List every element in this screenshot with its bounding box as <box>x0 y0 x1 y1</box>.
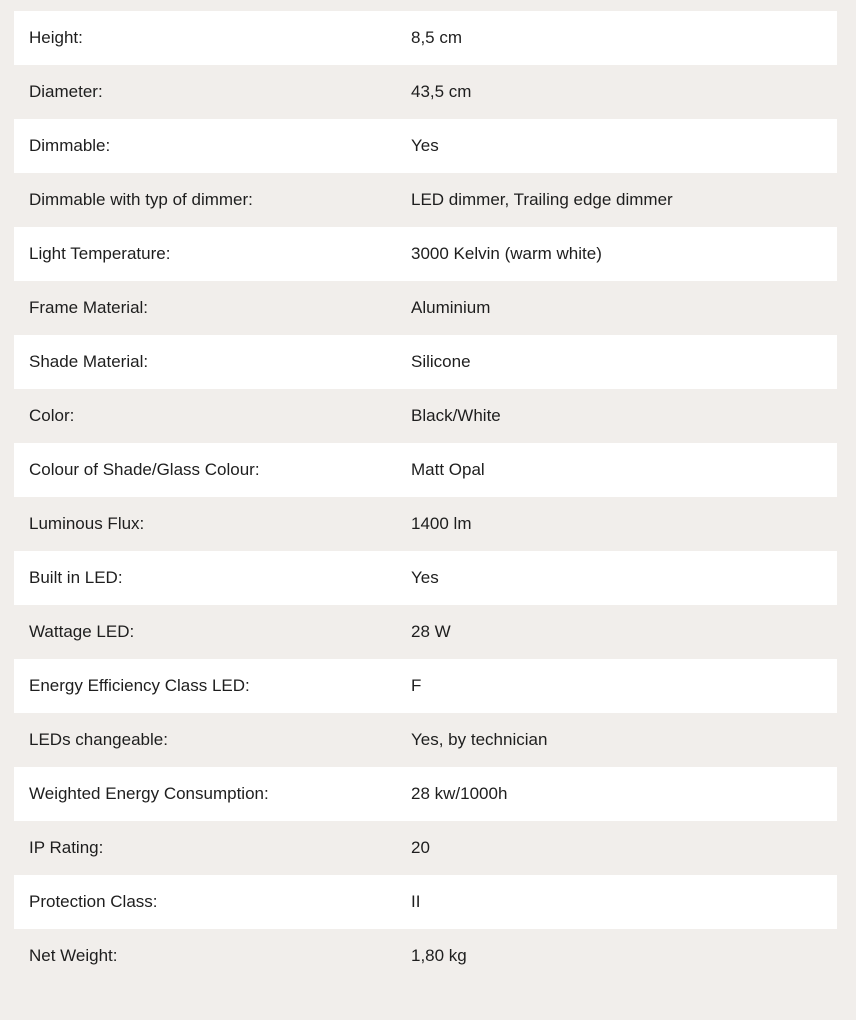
spec-label: Luminous Flux: <box>29 514 145 533</box>
spec-row-energy-class <box>14 659 837 713</box>
spec-value: Yes <box>411 136 439 155</box>
spec-value: Yes, by technician <box>411 730 548 749</box>
spec-label: Energy Efficiency Class LED: <box>29 676 250 695</box>
spec-row-shade-material <box>14 335 837 389</box>
spec-row-net-weight <box>14 929 837 983</box>
spec-label: Frame Material: <box>29 298 149 317</box>
spec-label: Colour of Shade/Glass Colour: <box>29 460 260 479</box>
spec-row-dimmer-type <box>14 173 837 227</box>
spec-label: Shade Material: <box>29 352 149 371</box>
spec-row-diameter <box>14 65 837 119</box>
spec-value: II <box>411 892 421 911</box>
spec-row-wattage-led <box>14 605 837 659</box>
spec-label: Weighted Energy Consumption: <box>29 784 269 803</box>
spec-value: 20 <box>411 838 430 857</box>
spec-row-built-in-led <box>14 551 837 605</box>
spec-value: Matt Opal <box>411 460 485 479</box>
spec-value: 1,80 kg <box>411 946 467 965</box>
spec-row-frame-material <box>14 281 837 335</box>
spec-value: 1400 lm <box>411 514 472 533</box>
spec-row-protection-class <box>14 875 837 929</box>
spec-row-leds-changeable <box>14 713 837 767</box>
spec-row-shade-colour <box>14 443 837 497</box>
spec-label: IP Rating: <box>29 838 104 857</box>
spec-row-height <box>14 11 837 65</box>
spec-value: Aluminium <box>411 298 491 317</box>
spec-label: Dimmable with typ of dimmer: <box>29 190 253 209</box>
spec-value: 28 W <box>411 622 451 641</box>
spec-row-light-temperature <box>14 227 837 281</box>
spec-value: LED dimmer, Trailing edge dimmer <box>411 190 673 209</box>
spec-table <box>14 11 837 983</box>
spec-value: 8,5 cm <box>411 28 463 47</box>
spec-value: F <box>411 676 422 695</box>
spec-value: Black/White <box>411 406 501 425</box>
spec-row-dimmable <box>14 119 837 173</box>
spec-label: Wattage LED: <box>29 622 135 641</box>
spec-label: Protection Class: <box>29 892 158 911</box>
spec-row-luminous-flux <box>14 497 837 551</box>
spec-label: LEDs changeable: <box>29 730 168 749</box>
spec-label: Light Temperature: <box>29 244 171 263</box>
spec-row-ip-rating <box>14 821 837 875</box>
spec-label: Net Weight: <box>29 946 118 965</box>
spec-label: Diameter: <box>29 82 103 101</box>
spec-row-color <box>14 389 837 443</box>
spec-label: Dimmable: <box>29 136 111 155</box>
spec-label: Built in LED: <box>29 568 123 587</box>
spec-label: Color: <box>29 406 75 425</box>
spec-value: 43,5 cm <box>411 82 472 101</box>
spec-value: 3000 Kelvin (warm white) <box>411 244 602 263</box>
spec-value: 28 kw/1000h <box>411 784 508 803</box>
spec-label: Height: <box>29 28 83 47</box>
spec-value: Yes <box>411 568 439 587</box>
spec-value: Silicone <box>411 352 471 371</box>
spec-row-energy-consumption <box>14 767 837 821</box>
